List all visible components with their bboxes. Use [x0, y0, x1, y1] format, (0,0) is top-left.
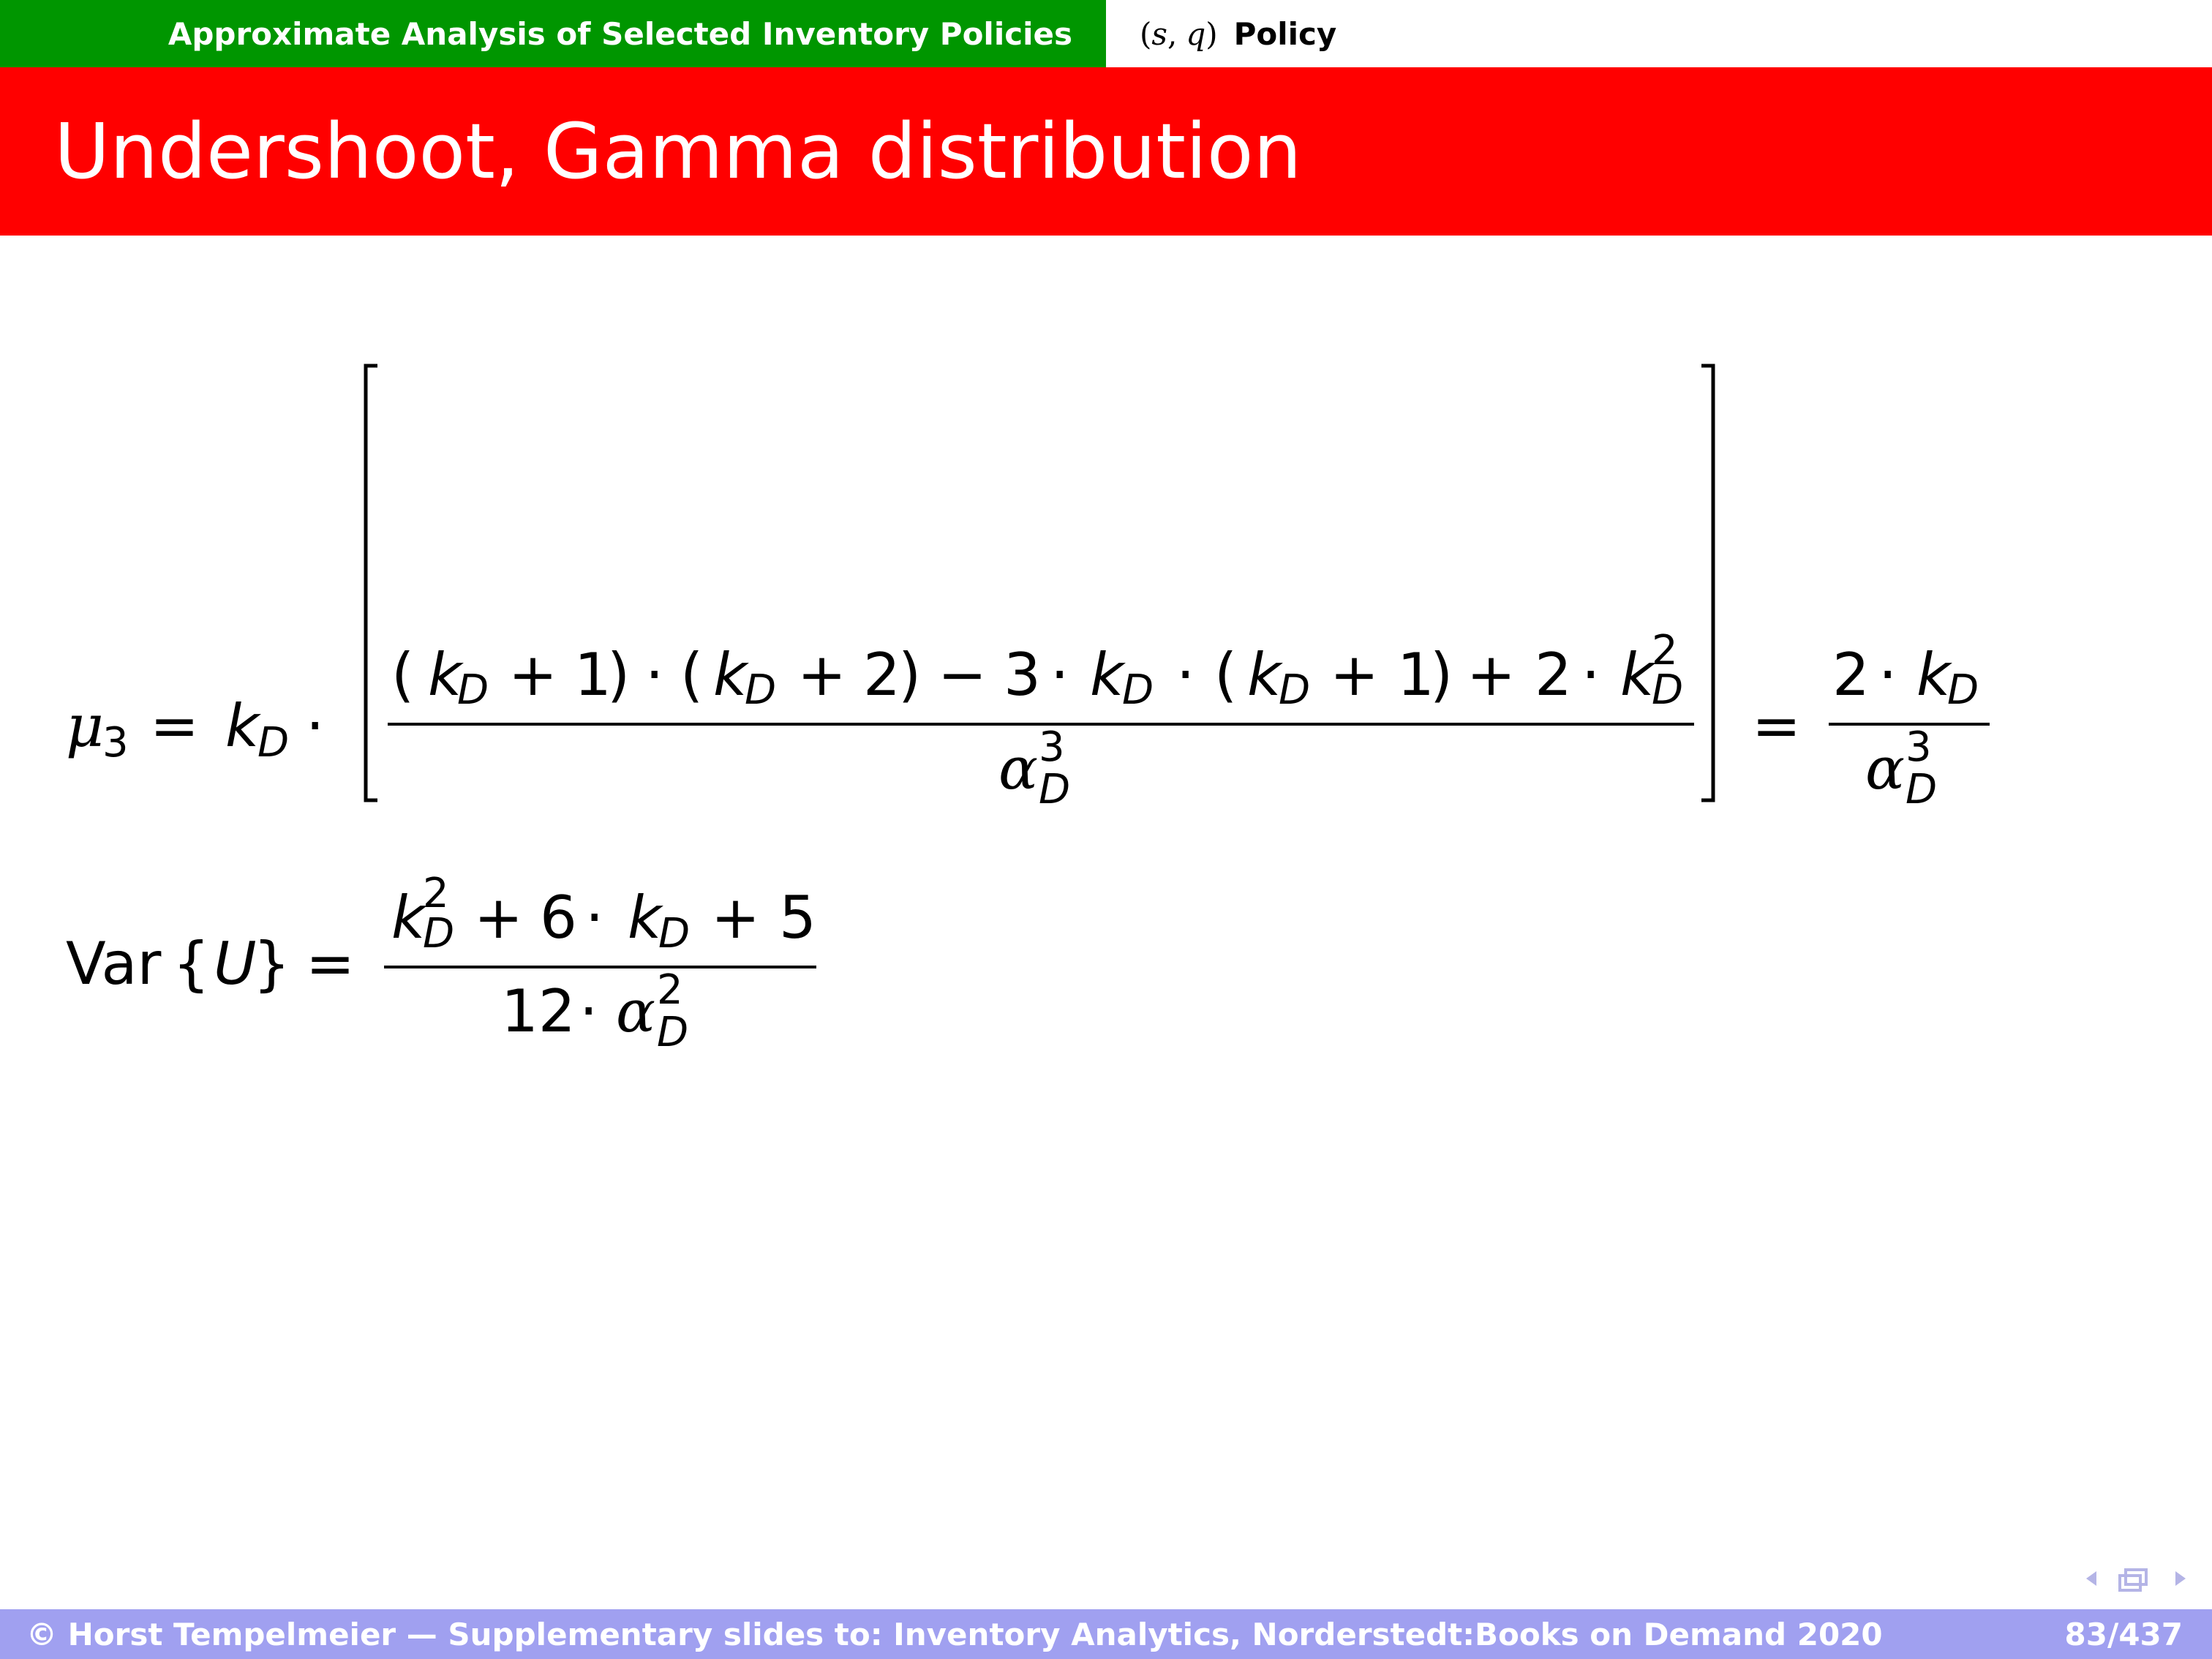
paren-open: ( [680, 641, 704, 709]
k-superscript: 2 [1652, 627, 1678, 674]
k-symbol: k [428, 641, 462, 709]
number-two: 2 [1535, 641, 1572, 709]
number-one: 1 [574, 641, 612, 709]
nav-prev-icon[interactable] [2086, 1571, 2096, 1586]
subsection-comma: , [1167, 15, 1178, 52]
equals-sign: = [150, 692, 200, 760]
mu-subscript: 3 [102, 719, 129, 767]
alpha-symbol: α [998, 734, 1039, 802]
nav-frame-icon[interactable] [2120, 1570, 2146, 1590]
dot-operator: · [1581, 641, 1600, 709]
footer-copyright: © Horst Tempelmeier — Supplementary slides to: Inventory Analytics, Norderstedt:Books on Demand 2020 [26, 1617, 1883, 1652]
navigation-symbols[interactable] [2077, 1560, 2194, 1598]
number-five: 5 [779, 884, 816, 952]
subsection-q: q [1186, 15, 1206, 52]
k-symbol: k [1620, 641, 1655, 709]
equation-mu3 [66, 366, 1990, 813]
dot-operator: · [585, 884, 604, 952]
dot-operator: · [579, 977, 598, 1045]
brace-close: } [253, 930, 290, 998]
alpha-superscript: 3 [1039, 723, 1065, 771]
k-symbol: k [1916, 641, 1951, 709]
section-title[interactable]: Approximate Analysis of Selected Inventory Policies [168, 15, 1072, 52]
plus-sign: + [711, 884, 761, 952]
equation-var-u [66, 870, 816, 1056]
bracket-right [1701, 366, 1713, 800]
alpha-subscript: D [1039, 766, 1071, 813]
plus-sign: + [508, 641, 558, 709]
k-subscript: D [1279, 666, 1311, 714]
bracket-left [366, 366, 377, 800]
alpha-subscript: D [1906, 766, 1938, 813]
alpha-superscript: 2 [657, 966, 683, 1014]
plus-sign: + [1467, 641, 1516, 709]
alpha-subscript: D [657, 1009, 689, 1056]
dot-operator: · [1176, 641, 1195, 709]
k-subscript: D [457, 666, 489, 714]
plus-sign: + [797, 641, 847, 709]
paren-close: ) [1430, 641, 1453, 709]
k-symbol: k [713, 641, 748, 709]
paren-open: ( [1214, 641, 1238, 709]
paren-close: ) [607, 641, 631, 709]
equals-sign: = [1752, 692, 1802, 760]
equals-sign: = [306, 930, 356, 998]
dot-operator: · [306, 692, 325, 760]
dot-operator: · [1050, 641, 1069, 709]
k-subscript: D [257, 719, 290, 767]
plus-sign: + [1330, 641, 1380, 709]
k-subscript: D [745, 666, 777, 714]
number-three: 3 [1004, 641, 1041, 709]
number-twelve: 12 [501, 977, 576, 1045]
alpha-superscript: 3 [1906, 723, 1932, 771]
number-two: 2 [1832, 641, 1870, 709]
k-symbol: k [391, 884, 426, 952]
paren-open: ( [391, 641, 415, 709]
frame-title: Undershoot, Gamma distribution [54, 107, 1302, 196]
k-symbol: k [225, 692, 260, 760]
k-subscript: D [1947, 666, 1979, 714]
number-six: 6 [540, 884, 577, 952]
number-one: 1 [1397, 641, 1434, 709]
k-subscript: D [1652, 666, 1684, 714]
k-symbol: k [1247, 641, 1282, 709]
page-number: 83/437 [2064, 1617, 2183, 1652]
subsection-paren-close: ) [1205, 15, 1218, 52]
number-two: 2 [863, 641, 900, 709]
dot-operator: · [645, 641, 664, 709]
subsection-s: s [1151, 15, 1167, 52]
alpha-symbol: α [1865, 734, 1906, 802]
k-symbol: k [628, 884, 662, 952]
paren-close: ) [898, 641, 922, 709]
plus-sign: + [474, 884, 524, 952]
subsection-paren-open: ( [1140, 15, 1152, 52]
subsection-title[interactable]: Policy [1233, 15, 1337, 52]
k-symbol: k [1090, 641, 1124, 709]
k-subscript: D [423, 910, 455, 958]
k-subscript: D [658, 910, 691, 958]
brace-open: { [173, 930, 210, 998]
u-symbol: U [214, 930, 257, 998]
k-superscript: 2 [423, 870, 449, 917]
k-subscript: D [1122, 666, 1154, 714]
footer-bar [0, 1609, 2212, 1659]
mu-symbol: μ [66, 692, 104, 760]
minus-sign: − [938, 641, 988, 709]
alpha-symbol: α [616, 977, 656, 1045]
nav-next-icon[interactable] [2175, 1571, 2186, 1586]
var-text: Var [66, 930, 162, 998]
dot-operator: · [1878, 641, 1897, 709]
